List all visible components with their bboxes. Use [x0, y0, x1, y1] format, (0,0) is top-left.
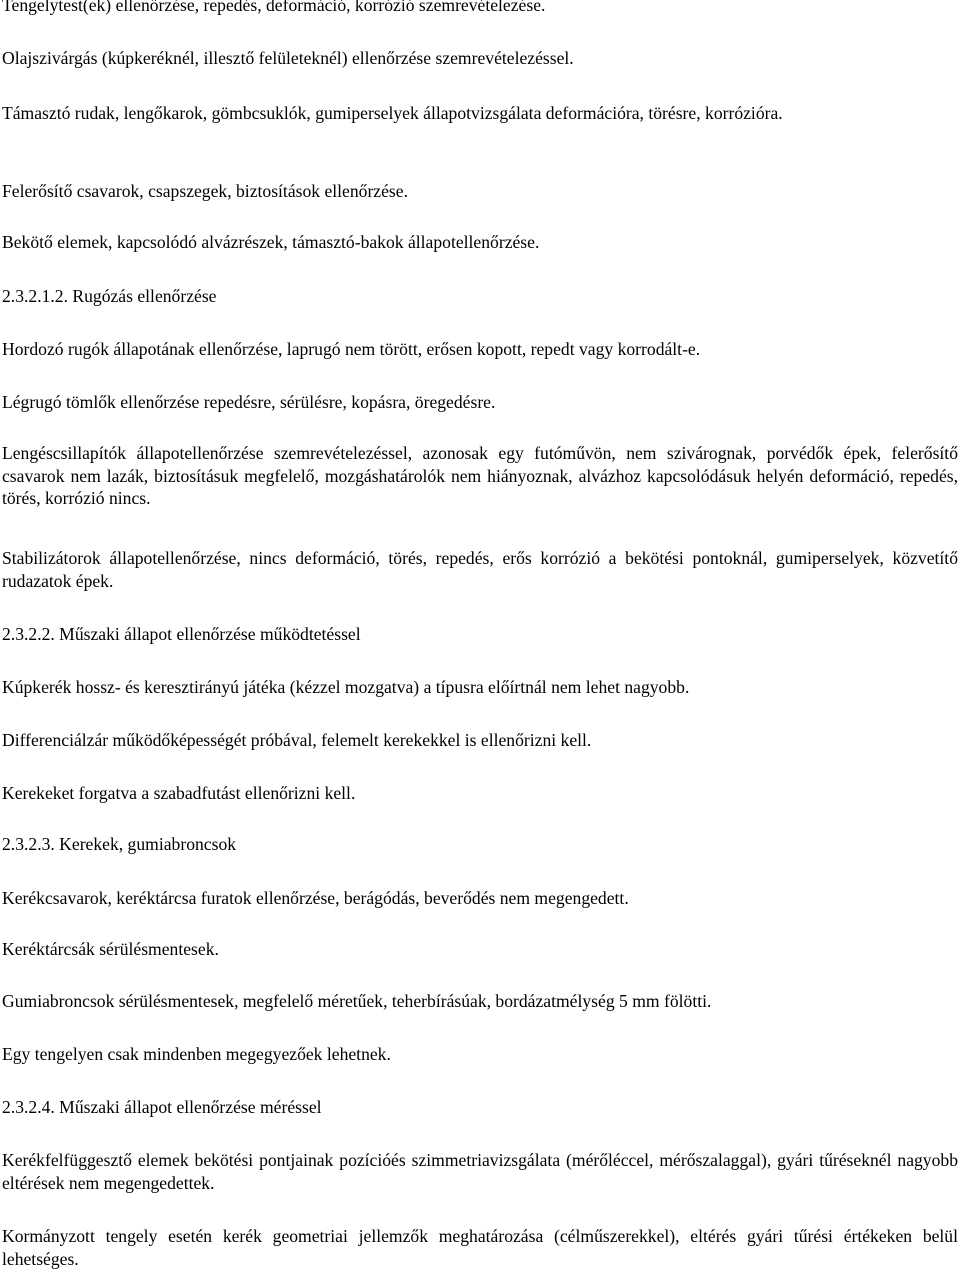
paragraph-wheel-bolts-check: Kerékcsavarok, keréktárcsa furatok ellenőrzése, berágódás, beverődés nem megengedett. — [2, 888, 629, 908]
paragraph-fastening-bolts-check: Felerősítő csavarok, csapszegek, biztosítások ellenőrzése. — [2, 181, 408, 201]
paragraph-bevel-gear-play: Kúpkerék hossz- és keresztirányú játéka (kézzel mozgatva) a típusra előírtnál nem lehet nagyobb. — [2, 677, 690, 697]
paragraph-tyres-same-axle: Egy tengelyen csak mindenben megegyezőek lehetnek. — [2, 1044, 391, 1064]
paragraph-support-rods-check: Támasztó rudak, lengőkarok, gömbcsuklók, gumiperselyek állapotvizsgálata deformációra, törésre, korrózióra. — [2, 103, 783, 123]
paragraph-suspension-geometry: Kerékfelfüggesztő elemek bekötési pontjainak pozícióés szimmetriavizsgálata (mérőléccel, mérőszalaggal), gyári tűréseknél nagyobb eltérések nem megengedettek. — [2, 1150, 958, 1193]
paragraph-steered-axle-geometry: Kormányzott tengely esetén kerék geometriai jellemzők meghatározása (célműszerekkel), eltérés gyári tűrési értékeken belül lehetséges. — [2, 1226, 958, 1269]
section-heading-operational-check: 2.3.2.2. Műszaki állapot ellenőrzése működtetéssel — [2, 624, 361, 644]
paragraph-air-spring-check: Légrugó tömlők ellenőrzése repedésre, sérülésre, kopásra, öregedésre. — [2, 392, 496, 412]
section-heading-measurement-check: 2.3.2.4. Műszaki állapot ellenőrzése méréssel — [2, 1097, 322, 1117]
paragraph-tyres-condition: Gumiabroncsok sérülésmentesek, megfelelő méretűek, teherbírásúak, bordázatmélység 5 mm fölötti. — [2, 991, 712, 1011]
paragraph-freewheel-check: Kerekeket forgatva a szabadfutást ellenőrizni kell. — [2, 783, 356, 803]
paragraph-leaf-spring-check: Hordozó rugók állapotának ellenőrzése, laprugó nem törött, erősen kopott, repedt vagy korrodált-e. — [2, 339, 701, 359]
paragraph-axle-body-check: Tengelytest(ek) ellenőrzése, repedés, deformáció, korrózió szemrevételezése. — [2, 0, 546, 15]
paragraph-stabilizer-check: Stabilizátorok állapotellenőrzése, nincs deformáció, törés, repedés, erős korrózió a bekötési pontoknál, gumiperselyek, közvetítő rudazatok épek. — [2, 548, 958, 591]
paragraph-oil-leak-check: Olajszivárgás (kúpkeréknél, illesztő felületeknél) ellenőrzése szemrevételezéssel. — [2, 48, 574, 68]
paragraph-wheel-rims: Keréktárcsák sérülésmentesek. — [2, 939, 219, 959]
paragraph-shock-absorber-check: Lengéscsillapítók állapotellenőrzése szemrevételezéssel, azonosak egy futóművön, nem szivárognak, porvédők épek, felerősítő csavarok nem lazák, biztosításuk megfelelő, mozgáshatárolók nem hiányoznak, alvázhoz kapcsolódásuk helyén deformáció, repedés, törés, korrózió nincs. — [2, 443, 958, 508]
section-heading-wheels-tyres: 2.3.2.3. Kerekek, gumiabroncsok — [2, 834, 237, 854]
section-heading-suspension-check: 2.3.2.1.2. Rugózás ellenőrzése — [2, 286, 217, 306]
paragraph-connecting-elements-check: Bekötő elemek, kapcsolódó alvázrészek, támasztó-bakok állapotellenőrzése. — [2, 232, 540, 252]
paragraph-differential-lock: Differenciálzár működőképességét próbával, felemelt kerekekkel is ellenőrizni kell. — [2, 730, 592, 750]
